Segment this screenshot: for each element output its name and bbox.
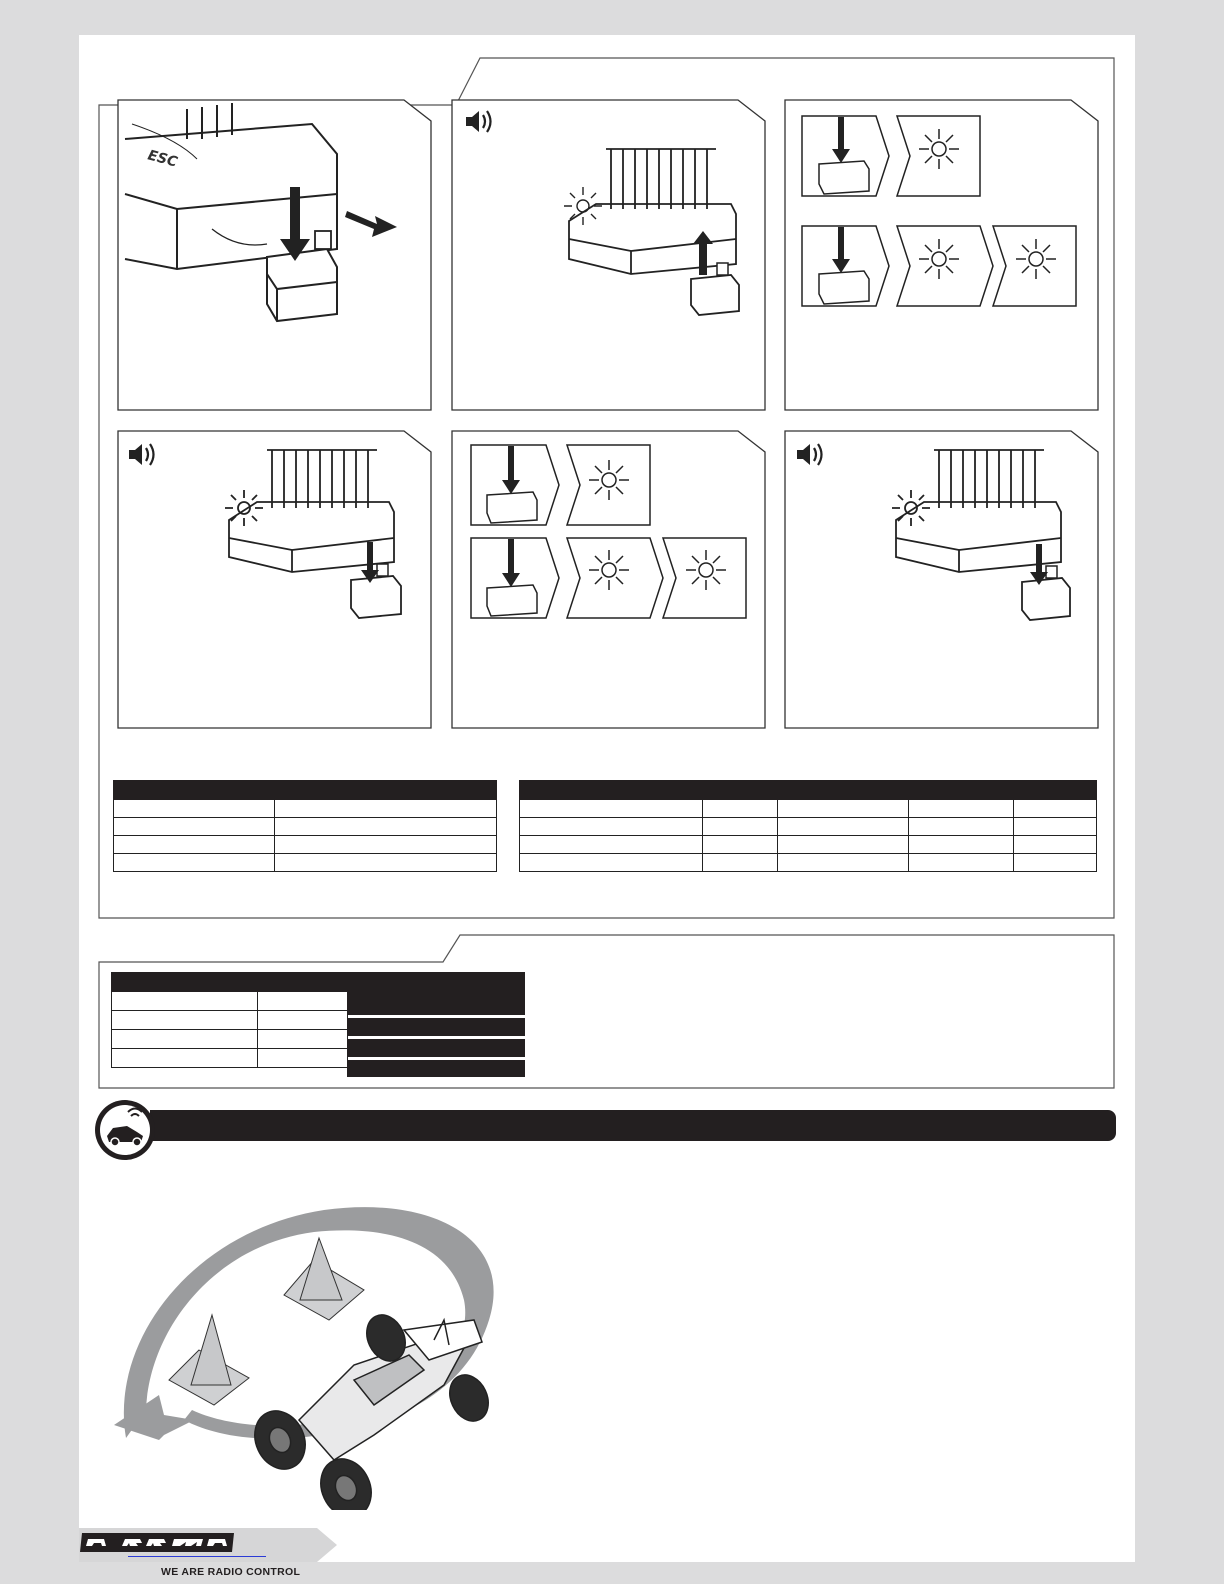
- arrma-logo-icon: [80, 1533, 234, 1552]
- logo-tagline: WE ARE RADIO CONTROL: [161, 1566, 301, 1578]
- cone-icon: [284, 1238, 364, 1320]
- esc-led-flash-illustration: [117, 430, 433, 730]
- programming-panel-5: [451, 430, 767, 730]
- protection-table: [111, 972, 348, 1068]
- programming-panel-6: [784, 430, 1100, 730]
- settings-table-small: [113, 780, 497, 872]
- table-row: [520, 818, 1097, 836]
- table-header: [112, 973, 348, 992]
- table-row: [114, 854, 497, 872]
- table-row: [112, 992, 348, 1011]
- page: [79, 35, 1135, 1578]
- table-row: [112, 1030, 348, 1049]
- car-remote-signal-icon: [93, 1098, 157, 1162]
- led-flash-sequence-illustration: [784, 99, 1100, 412]
- led-flash-sequence-illustration: [451, 430, 767, 730]
- esc-button-push-illustration: [117, 99, 433, 412]
- programming-panel-4: [117, 430, 433, 730]
- driving-circle-illustration: [104, 1170, 524, 1510]
- table-row: [114, 800, 497, 818]
- cone-icon: [169, 1315, 249, 1405]
- settings-table-wide: [519, 780, 1097, 872]
- table-header: [114, 781, 497, 800]
- table-row: [114, 818, 497, 836]
- table-row: [114, 836, 497, 854]
- esc-led-flash-illustration: [451, 99, 767, 412]
- table-row: [112, 1049, 348, 1068]
- table-row: [520, 854, 1097, 872]
- protection-dark-column: [347, 972, 525, 1076]
- driving-section-banner: [150, 1110, 1116, 1141]
- table-row: [520, 800, 1097, 818]
- table-row: [520, 836, 1097, 854]
- programming-panel-1: [117, 99, 433, 412]
- table-header: [520, 781, 1097, 800]
- table-row: [112, 1011, 348, 1030]
- programming-panel-3: [784, 99, 1100, 412]
- svg-text:ESC: ESC: [145, 147, 180, 171]
- footer-link-underline[interactable]: [128, 1556, 266, 1557]
- programming-panel-2: [451, 99, 767, 412]
- rc-buggy-icon: [246, 1309, 496, 1510]
- esc-led-flash-illustration: [784, 430, 1100, 730]
